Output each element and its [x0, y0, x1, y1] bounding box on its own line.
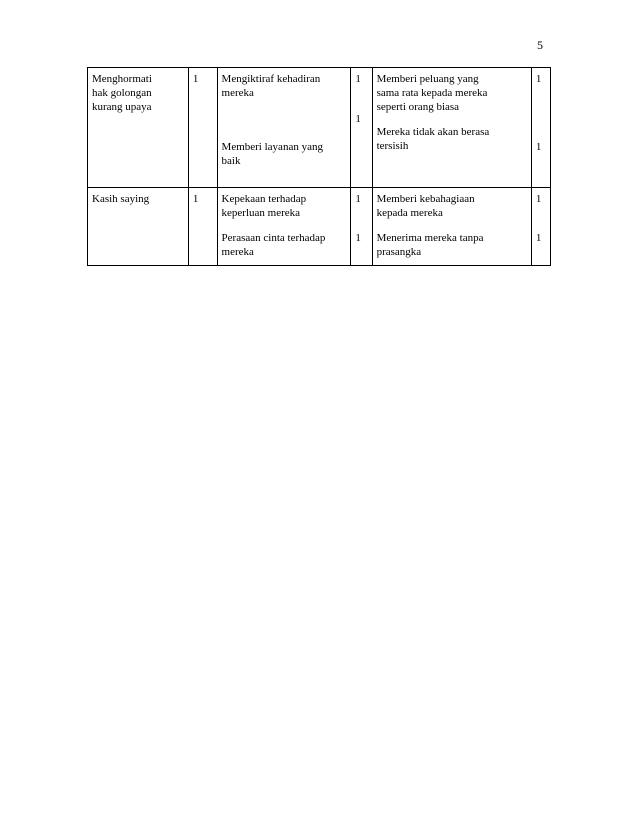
criteria2-cell [372, 188, 531, 266]
aspect-mark: 1 [192, 193, 199, 205]
aspect-text: Kasih saying [92, 193, 150, 205]
criteria2-text: sama rata kepada mereka [376, 87, 488, 99]
table-row [88, 68, 551, 188]
aspect-text: kurang upaya [92, 101, 152, 113]
criteria1-cell [217, 188, 351, 266]
page-number: 5 [537, 38, 543, 52]
criteria1-mark: 1 [355, 73, 361, 85]
criteria2-text: Menerima mereka tanpa [376, 232, 484, 244]
criteria1-text: Kepekaan terhadap [221, 193, 307, 205]
criteria2-text: Mereka tidak akan berasa [376, 126, 490, 138]
criteria2-mark: 1 [535, 193, 542, 205]
criteria2-text: Memberi kebahagiaan [376, 193, 475, 205]
aspect-text: Menghormati [92, 73, 152, 85]
aspect-cell [88, 68, 189, 188]
criteria2-mark-cell [531, 68, 550, 188]
criteria1-text: mereka [221, 87, 254, 99]
criteria1-text: Perasaan cinta terhadap [221, 232, 326, 244]
aspect-mark: 1 [192, 73, 199, 85]
criteria1-text: Mengiktiraf kehadiran [221, 73, 321, 85]
aspect-cell [88, 188, 189, 266]
criteria1-mark: 1 [355, 232, 361, 244]
criteria2-mark-cell [531, 188, 550, 266]
rubric-table [87, 67, 551, 266]
criteria2-text: prasangka [376, 246, 422, 258]
criteria1-mark: 1 [355, 193, 361, 205]
criteria1-text: baik [221, 155, 241, 167]
criteria2-text: tersisih [376, 140, 409, 152]
aspect-text: hak golongan [92, 87, 152, 99]
criteria1-mark-cell [351, 188, 372, 266]
criteria2-text: seperti orang biasa [376, 101, 460, 113]
criteria2-text: Memberi peluang yang [376, 73, 479, 85]
criteria1-text: keperluan mereka [221, 207, 301, 219]
criteria2-mark: 1 [535, 141, 542, 153]
criteria1-mark-cell [351, 68, 372, 188]
criteria2-mark: 1 [535, 232, 542, 244]
criteria1-text: mereka [221, 246, 254, 258]
table-row [88, 188, 551, 266]
aspect-mark-cell [188, 68, 217, 188]
criteria2-text: kepada mereka [376, 207, 443, 219]
criteria1-cell [217, 68, 351, 188]
criteria1-mark: 1 [355, 113, 361, 125]
aspect-mark-cell [188, 188, 217, 266]
criteria1-text: Memberi layanan yang [221, 141, 323, 153]
criteria2-mark: 1 [535, 73, 542, 85]
criteria2-cell [372, 68, 531, 188]
